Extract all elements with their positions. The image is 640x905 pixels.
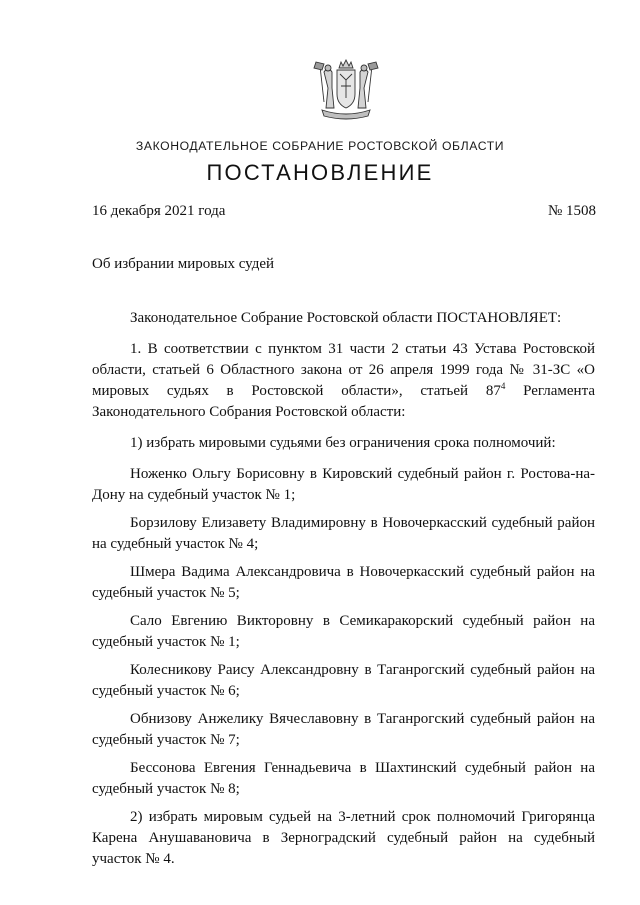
document-date: 16 декабря 2021 года: [92, 203, 226, 219]
appointment-item: Колесникову Раису Александровну в Таганрогский судебный район на судебный участок № 6;: [92, 662, 595, 699]
coat-of-arms-emblem: [310, 58, 382, 124]
subclause-2-paragraph: 2) избрать мировым судьей на 3-летний срок полномочий Григорянца Карена Анушавановича в Зерноградский судебный район на судебный участок № 4.: [92, 809, 595, 867]
document-body: [92, 308, 595, 870]
document-type-title: ПОСТАНОВЛЕНИЕ: [206, 160, 434, 185]
clause-1-paragraph: [92, 339, 595, 423]
subclause-1-paragraph: 1) избрать мировыми судьями без ограничения срока полномочий:: [130, 435, 556, 451]
appointment-item: Сало Евгению Викторовну в Семикаракорский судебный район на судебный участок № 1;: [92, 613, 595, 650]
clause-1-text-start: 1. В соответствии с пунктом 31 части 2 статьи 43 Устава Ростовской области, статьей 6 Областного закона от 26 апреля 1999 года № 31-ЗС «О мировых судьях в Ростовской области», статьей 87: [92, 341, 595, 399]
clause-1-superscript: 4: [500, 381, 506, 391]
organization-name: ЗАКОНОДАТЕЛЬНОЕ СОБРАНИЕ РОСТОВСКОЙ ОБЛАСТИ: [135, 139, 505, 153]
appointment-item: Шмера Вадима Александровича в Новочеркасский судебный район на судебный участок № 5;: [92, 564, 595, 601]
clause-1-text-end: Регламента Законодательного Собрания Ростовской области:: [92, 383, 595, 420]
appointment-item: Бессонова Евгения Геннадьевича в Шахтинский судебный район на судебный участок № 8;: [92, 760, 595, 797]
appointment-item: Обнизову Анжелику Вячеславовну в Таганрогский судебный район на судебный участок № 7;: [92, 711, 595, 748]
document-number: № 1508: [547, 203, 596, 219]
preamble-paragraph: Законодательное Собрание Ростовской области ПОСТАНОВЛЯЕТ:: [130, 310, 562, 326]
document-subject: Об избрании мировых судей: [92, 256, 275, 272]
appointment-item: Борзилову Елизавету Владимировну в Новочеркасский судебный район на судебный участок № 4;: [92, 515, 595, 552]
appointment-item: Ноженко Ольгу Борисовну в Кировский судебный район г. Ростова-на-Дону на судебный участок № 1;: [92, 466, 595, 503]
